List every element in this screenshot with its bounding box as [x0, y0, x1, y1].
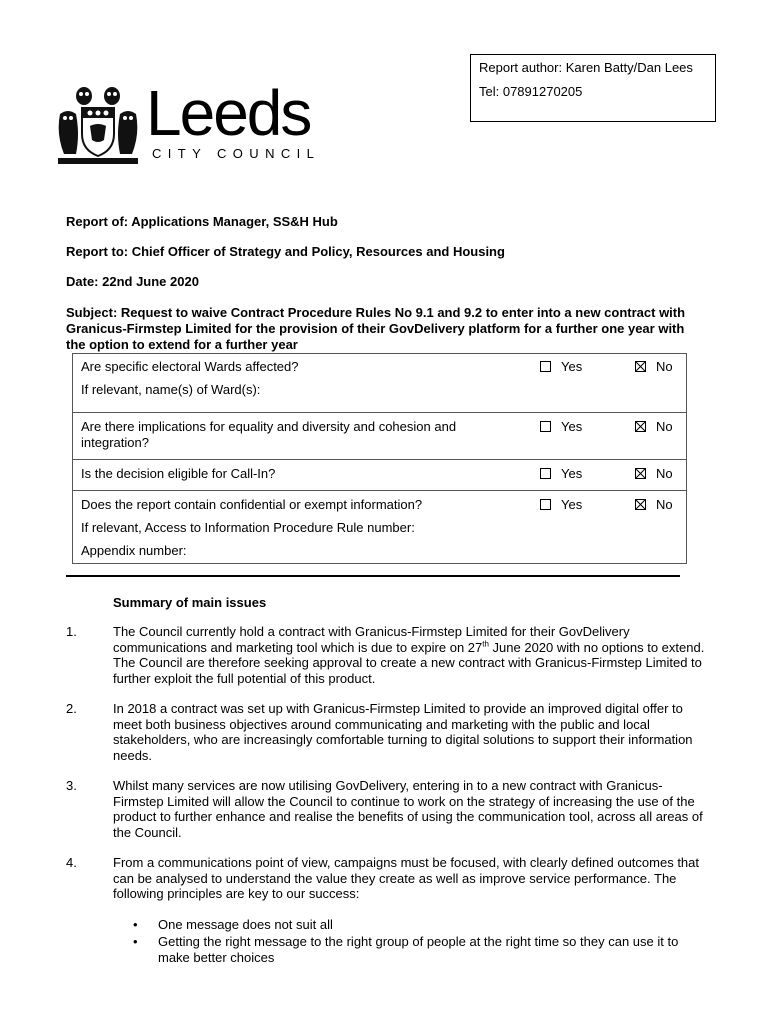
coat-of-arms-icon	[54, 84, 142, 168]
item-text: The Council currently hold a contract with Granicus-Firmstep Limited for their GovDelivery communications and marketing tool which is due to expire on 27th June 2020 with no options to extend. The Council are therefore seeking approval to create a new contract with Granicus-Firmstep Limited to further exploit the full potential of this product.	[113, 624, 705, 686]
summary-heading: Summary of main issues	[113, 595, 267, 610]
question-row	[73, 412, 686, 460]
bullet-icon: •	[133, 934, 138, 949]
report-date: Date: 22nd June 2020	[66, 274, 199, 289]
question-text: Are specific electoral Wards affected?	[81, 359, 299, 374]
author-tel: Tel: 07891270205	[479, 84, 583, 99]
checkbox-checked-icon	[635, 421, 646, 432]
report-of: Report of: Applications Manager, SS&H Hub	[66, 214, 338, 229]
option-yes[interactable]: Yes	[540, 466, 582, 482]
logo-subtitle: CITY COUNCIL	[152, 146, 321, 161]
item-number: 2.	[66, 701, 77, 716]
question-text: Are there implications for equality and diversity and cohesion and integration?	[81, 419, 457, 450]
checkbox-empty-icon	[540, 468, 551, 479]
checkbox-empty-icon	[540, 421, 551, 432]
option-no[interactable]: No	[635, 419, 673, 435]
option-no[interactable]: No	[635, 359, 673, 375]
option-yes[interactable]: Yes	[540, 419, 582, 435]
question-detail: Appendix number:	[81, 543, 187, 558]
decision-questions-table	[72, 353, 687, 564]
option-no[interactable]: No	[635, 466, 673, 482]
author-box	[470, 54, 716, 122]
checkbox-checked-icon	[635, 361, 646, 372]
report-to: Report to: Chief Officer of Strategy and Policy, Resources and Housing	[66, 244, 505, 259]
item-number: 1.	[66, 624, 77, 639]
item-text: Whilst many services are now utilising GovDelivery, entering in to a new contract with Granicus-Firmstep Limited will allow the Council to continue to work on the strategy of increasing the use of the product to further enhance and realise the benefits of using the communication tool, across all areas of the Council.	[113, 778, 703, 840]
question-detail: If relevant, name(s) of Ward(s):	[81, 382, 261, 397]
question-text: Does the report contain confidential or exempt information?	[81, 497, 423, 512]
question-detail: If relevant, Access to Information Procedure Rule number:	[81, 520, 415, 535]
question-row	[73, 459, 686, 491]
question-row	[73, 490, 686, 563]
checkbox-empty-icon	[540, 499, 551, 510]
option-no[interactable]: No	[635, 497, 673, 513]
option-yes[interactable]: Yes	[540, 497, 582, 513]
bullet-icon: •	[133, 917, 138, 932]
item-text: In 2018 a contract was set up with Granicus-Firmstep Limited to provide an improved digital offer to meet both business objectives around communicating and marketing with the public and local stakeholders, who are increasingly comfortable turning to digital solutions to support their information needs.	[113, 701, 693, 763]
leeds-city-council-logo	[54, 77, 344, 174]
item-number: 3.	[66, 778, 77, 793]
report-subject: Subject: Request to waive Contract Procedure Rules No 9.1 and 9.2 to enter into a new contract with Granicus-Firmstep Limited for the provision of their GovDelivery platform for a further one year with the option to extend for a further year	[66, 305, 686, 352]
question-text: Is the decision eligible for Call-In?	[81, 466, 276, 481]
checkbox-checked-icon	[635, 468, 646, 479]
report-author: Report author: Karen Batty/Dan Lees	[479, 60, 693, 75]
item-text: From a communications point of view, campaigns must be focused, with clearly defined outcomes that can be analysed to understand the value they create as well as improve service performance. The following principles are key to our success:	[113, 855, 700, 901]
item-number: 4.	[66, 855, 77, 870]
checkbox-checked-icon	[635, 499, 646, 510]
question-row	[73, 354, 686, 413]
logo-wordmark: Leeds	[146, 77, 311, 149]
checkbox-empty-icon	[540, 361, 551, 372]
option-yes[interactable]: Yes	[540, 359, 582, 375]
section-divider	[66, 575, 680, 577]
